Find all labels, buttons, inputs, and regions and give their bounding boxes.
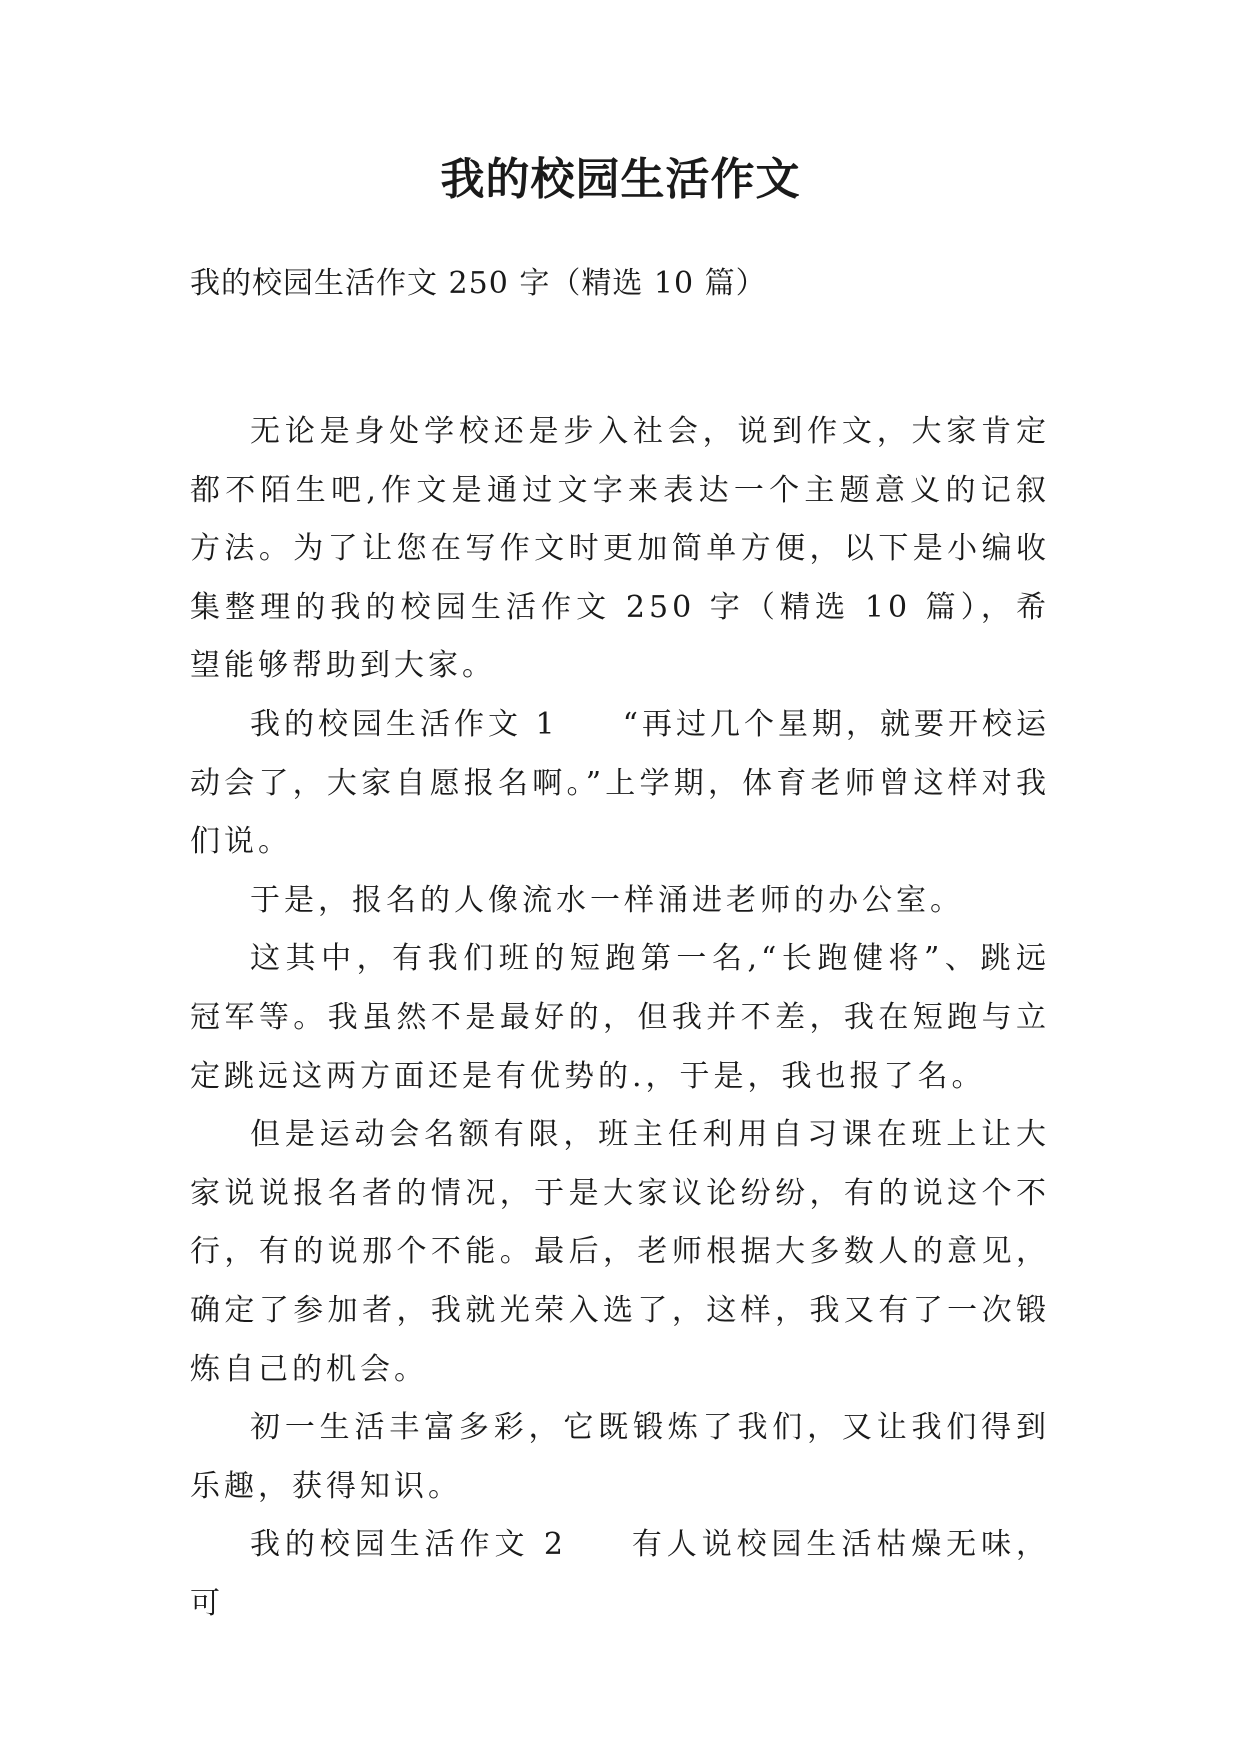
essay-2-opening-paragraph [190,1516,1050,1633]
body-paragraph [190,1106,1050,1399]
paragraph-text: 但是运动会名额有限，班主任利用自习课在班上让大家说说报名者的情况，于是大家议论纷纷，有的说这个不行，有的说那个不能。最后，老师根据大多数人的意见，确定了参加者，我就光荣入选了，这样，我又有了一次锻炼自己的机会。 [190,1117,1050,1387]
paragraph-text: 有人说校园生活枯燥无味，可 [190,1527,1051,1621]
paragraph-text: “再过几个星期，就要开校运动会了，大家自愿报名啊。”上学期，体育老师曾这样对我们说。 [190,706,1050,860]
essay-heading: 我的校园生活作文 2 [250,1527,567,1563]
document-subtitle: 我的校园生活作文 250 字（精选 10 篇） [190,266,767,301]
essay-heading: 我的校园生活作文 1 [250,706,559,742]
body-paragraph [190,930,1050,1106]
paragraph-text: 无论是身处学校还是步入社会，说到作文，大家肯定都不陌生吧,作文是通过文字来表达一个主题意义的记叙方法。为了让您在写作文时更加简单方便，以下是小编收集整理的我的校园生活作文 250 字（精选 10 篇），希望能够帮助到大家。 [190,414,1050,684]
body-paragraph [190,1399,1050,1516]
document-body [190,403,1050,1633]
essay-1-opening-paragraph [190,696,1050,872]
paragraph-text: 于是，报名的人像流水一样涌进老师的办公室。 [250,882,964,918]
body-paragraph [190,872,1050,931]
paragraph-text: 初一生活丰富多彩，它既锻炼了我们，又让我们得到乐趣，获得知识。 [190,1410,1050,1504]
intro-paragraph [190,403,1050,696]
document-title: 我的校园生活作文 [440,154,801,205]
paragraph-text: 这其中，有我们班的短跑第一名,“长跑健将”、跳远冠军等。我虽然不是最好的，但我并不差，我在短跑与立定跳远这两方面还是有优势的.，于是，我也报了名。 [190,941,1050,1094]
